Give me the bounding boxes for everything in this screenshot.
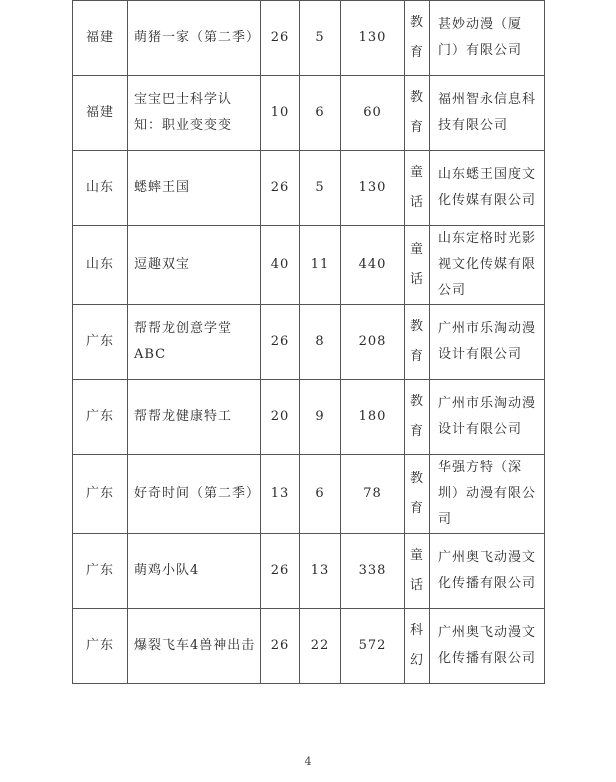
episodes-cell: 40 (261, 226, 300, 305)
episodes-cell: 26 (261, 151, 300, 226)
genre-cell: 童话 (405, 226, 430, 305)
province-cell: 山东 (73, 151, 128, 226)
total-minutes-cell: 338 (341, 534, 405, 609)
page-number: 4 (304, 755, 312, 768)
producer-cell: 华强方特（深圳）动漫有限公司 (430, 455, 545, 534)
total-minutes-cell: 208 (341, 305, 405, 380)
genre-cell: 教育 (405, 305, 430, 380)
table-row (73, 151, 545, 226)
genre-cell: 教育 (405, 1, 430, 76)
province-cell: 山东 (73, 226, 128, 305)
minutes-cell: 13 (300, 534, 341, 609)
table-row (73, 305, 545, 380)
genre-cell: 教育 (405, 380, 430, 455)
episodes-cell: 26 (261, 305, 300, 380)
table-row (73, 1, 545, 76)
minutes-cell: 5 (300, 151, 341, 226)
province-cell: 广东 (73, 305, 128, 380)
producer-cell: 广州奥飞动漫文化传播有限公司 (430, 534, 545, 609)
minutes-cell: 6 (300, 76, 341, 151)
province-cell: 广东 (73, 455, 128, 534)
genre-cell: 童话 (405, 151, 430, 226)
producer-cell: 山东蟋王国度文化传媒有限公司 (430, 151, 545, 226)
total-minutes-cell: 572 (341, 609, 405, 684)
title-cell: 帮帮龙创意学堂ABC (128, 305, 261, 380)
total-minutes-cell: 180 (341, 380, 405, 455)
episodes-cell: 13 (261, 455, 300, 534)
total-minutes-cell: 130 (341, 151, 405, 226)
province-cell: 广东 (73, 380, 128, 455)
minutes-cell: 5 (300, 1, 341, 76)
genre-cell: 科幻 (405, 609, 430, 684)
title-cell: 宝宝巴士科学认知：职业变变变 (128, 76, 261, 151)
title-cell: 逗趣双宝 (128, 226, 261, 305)
producer-cell: 山东定格时光影视文化传媒有限公司 (430, 226, 545, 305)
genre-cell: 童话 (405, 534, 430, 609)
minutes-cell: 6 (300, 455, 341, 534)
producer-cell: 甚妙动漫（厦门）有限公司 (430, 1, 545, 76)
episodes-cell: 10 (261, 76, 300, 151)
minutes-cell: 9 (300, 380, 341, 455)
table-row (73, 380, 545, 455)
title-cell: 蟋蟀王国 (128, 151, 261, 226)
title-cell: 帮帮龙健康特工 (128, 380, 261, 455)
table-row (73, 609, 545, 684)
minutes-cell: 22 (300, 609, 341, 684)
table-row (73, 534, 545, 609)
producer-cell: 福州智永信息科技有限公司 (430, 76, 545, 151)
minutes-cell: 8 (300, 305, 341, 380)
province-cell: 福建 (73, 76, 128, 151)
total-minutes-cell: 78 (341, 455, 405, 534)
total-minutes-cell: 60 (341, 76, 405, 151)
title-cell: 好奇时间（第二季） (128, 455, 261, 534)
producer-cell: 广州奥飞动漫文化传播有限公司 (430, 609, 545, 684)
table-row (73, 226, 545, 305)
producer-cell: 广州市乐淘动漫设计有限公司 (430, 305, 545, 380)
title-cell: 爆裂飞车4兽神出击 (128, 609, 261, 684)
table-row (73, 76, 545, 151)
genre-cell: 教育 (405, 76, 430, 151)
genre-cell: 教育 (405, 455, 430, 534)
total-minutes-cell: 130 (341, 1, 405, 76)
episodes-cell: 26 (261, 609, 300, 684)
animation-registry-table (72, 0, 545, 684)
total-minutes-cell: 440 (341, 226, 405, 305)
episodes-cell: 26 (261, 1, 300, 76)
province-cell: 广东 (73, 609, 128, 684)
table-body (73, 1, 545, 684)
title-cell: 萌猪一家（第二季） (128, 1, 261, 76)
table-row (73, 455, 545, 534)
province-cell: 广东 (73, 534, 128, 609)
episodes-cell: 20 (261, 380, 300, 455)
minutes-cell: 11 (300, 226, 341, 305)
province-cell: 福建 (73, 1, 128, 76)
title-cell: 萌鸡小队4 (128, 534, 261, 609)
episodes-cell: 26 (261, 534, 300, 609)
producer-cell: 广州市乐淘动漫设计有限公司 (430, 380, 545, 455)
